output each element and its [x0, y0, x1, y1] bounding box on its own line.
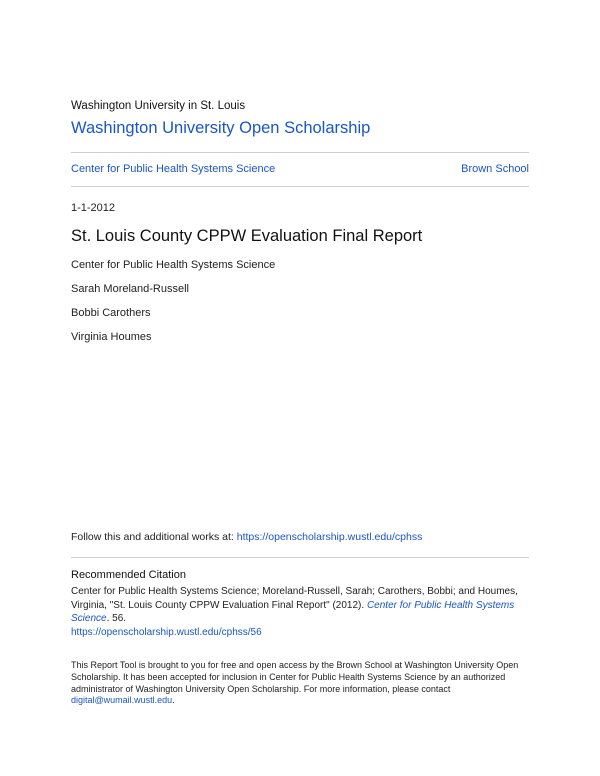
- citation-text: Center for Public Health Systems Science; Moreland-Russell, Sarah; Carothers, Bobbi; and Houmes, Virginia, "St. Louis County CPPW Evaluation Final Report" (2012).: [71, 586, 518, 611]
- institution-name: Washington University in St. Louis: [71, 100, 246, 112]
- citation-body: [71, 585, 531, 639]
- paper-title: St. Louis County CPPW Evaluation Final Report: [71, 227, 423, 245]
- footer-text: This Report Tool is brought to you for free and open access by the Brown School at Washington University Open Scholarship. It has been accepted for inclusion in Center for Public Health Systems Science by an authorized administrator of Washington University Open Scholarship. For more information, please contact: [71, 660, 519, 694]
- citation-heading: Recommended Citation: [71, 569, 186, 581]
- follow-text: Follow this and additional works at:: [71, 531, 237, 543]
- author-1: Center for Public Health Systems Science: [71, 259, 276, 271]
- repository-link[interactable]: Washington University Open Scholarship: [71, 119, 371, 137]
- citation-link[interactable]: https://openscholarship.wustl.edu/cphss/56: [71, 626, 262, 638]
- top-divider: [71, 152, 529, 153]
- footer-notice: [71, 660, 533, 707]
- author-4: Virginia Houmes: [71, 331, 152, 343]
- collection-link[interactable]: Center for Public Health Systems Science: [71, 163, 276, 175]
- citation-series: Center for Public Health Systems Science: [71, 599, 515, 624]
- author-3: Bobbi Carothers: [71, 307, 151, 319]
- footer-end: .: [172, 695, 175, 706]
- contact-email-link[interactable]: digital@wumail.wustl.edu: [71, 695, 173, 706]
- author-2: Sarah Moreland-Russell: [71, 283, 189, 295]
- citation-number: . 56.: [106, 613, 127, 624]
- breadcrumb-divider: [71, 186, 529, 187]
- school-link[interactable]: Brown School: [461, 163, 529, 175]
- follow-line: [71, 531, 422, 543]
- publication-date: 1-1-2012: [71, 202, 116, 214]
- follow-link[interactable]: https://openscholarship.wustl.edu/cphss: [236, 531, 423, 543]
- citation-divider: [71, 557, 529, 558]
